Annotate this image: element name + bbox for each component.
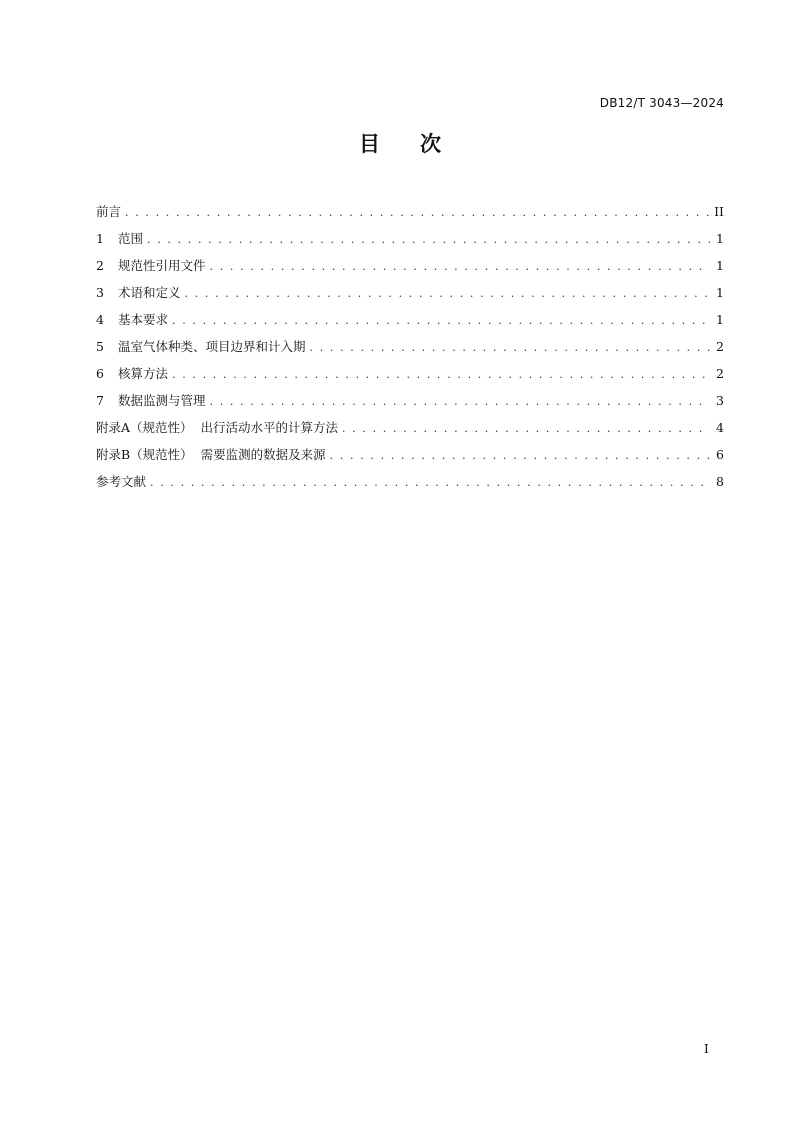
toc-page: 8 [716,474,724,489]
toc-page: 2 [716,339,724,354]
toc-page: 1 [716,258,724,273]
toc-number: 7 [96,393,104,408]
toc-entry-data-monitoring[interactable] [96,387,724,414]
toc-entry-scope[interactable] [96,225,724,252]
toc-label: 附录A（规范性） 出行活动水平的计算方法 [96,420,338,435]
toc-page: 1 [716,312,724,327]
toc-label: 前言 [96,204,122,219]
page-title [0,128,800,158]
toc-leader-dots [172,361,710,388]
toc-number: 5 [96,339,104,354]
toc-number: 3 [96,285,104,300]
toc-entry-terms-definitions[interactable] [96,279,724,306]
toc-leader-dots [330,442,710,469]
toc-number: 1 [96,231,104,246]
toc-entry-appendix-a[interactable] [96,414,724,441]
toc-leader-dots [342,415,710,442]
toc-leader-dots [310,334,710,361]
toc-page: 1 [716,285,724,300]
toc-leader-dots [125,199,710,226]
toc-page: II [714,204,724,219]
toc-page: 2 [716,366,724,381]
toc-entry-normative-references[interactable] [96,252,724,279]
toc-entry-ghg-types[interactable] [96,333,724,360]
toc-page: 4 [716,420,724,435]
toc-label: 数据监测与管理 [118,393,206,408]
toc-label: 核算方法 [118,366,169,381]
page-number: I [704,1042,709,1056]
title-char-left: 目 [359,132,380,156]
toc-page: 6 [716,447,724,462]
table-of-contents [96,198,724,495]
toc-number: 4 [96,312,104,327]
toc-entry-appendix-b[interactable] [96,441,724,468]
toc-entry-bibliography[interactable] [96,468,724,495]
toc-label: 参考文献 [96,474,147,489]
toc-entry-accounting-methods[interactable] [96,360,724,387]
toc-label: 附录B（规范性） 需要监测的数据及来源 [96,447,326,462]
toc-label: 规范性引用文件 [118,258,206,273]
toc-leader-dots [147,226,710,253]
toc-page: 1 [716,231,724,246]
toc-label: 温室气体种类、项目边界和计入期 [118,339,306,354]
toc-label: 术语和定义 [118,285,181,300]
title-char-right: 次 [420,132,441,156]
toc-leader-dots [185,280,710,307]
toc-entry-foreword[interactable] [96,198,724,225]
toc-page: 3 [716,393,724,408]
toc-label: 基本要求 [118,312,169,327]
document-code: DB12/T 3043—2024 [599,96,724,110]
toc-number: 2 [96,258,104,273]
toc-entry-basic-requirements[interactable] [96,306,724,333]
toc-leader-dots [150,469,710,496]
toc-leader-dots [210,388,710,415]
toc-leader-dots [172,307,710,334]
toc-label: 范围 [118,231,144,246]
toc-number: 6 [96,366,104,381]
toc-leader-dots [210,253,710,280]
